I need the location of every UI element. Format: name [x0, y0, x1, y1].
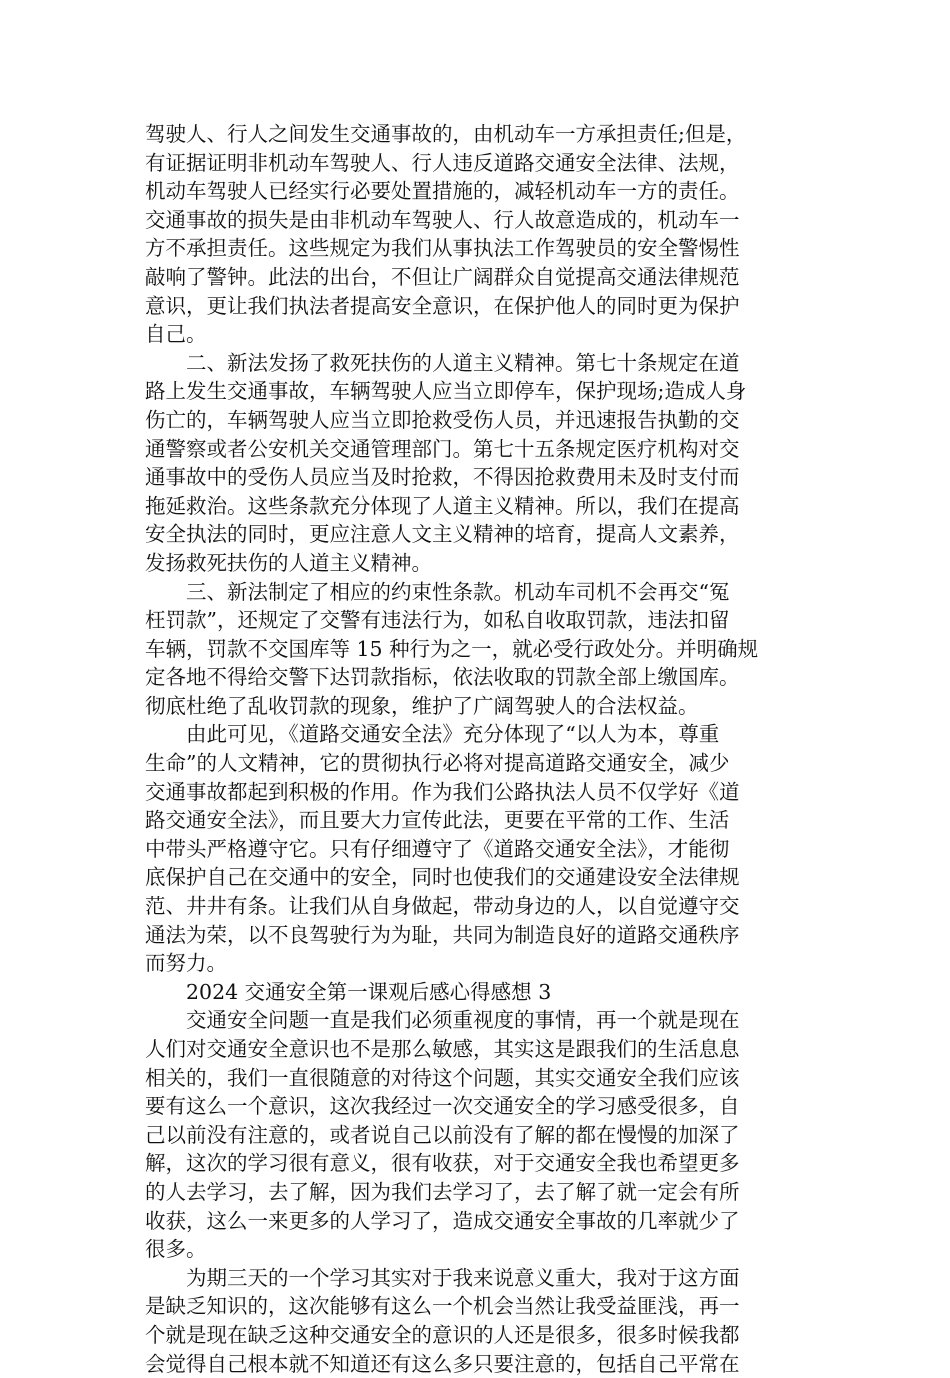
text-line: 会觉得自己根本就不知道还有这么多只要注意的，包括自己平常在 — [145, 1351, 740, 1376]
text-line: 伤亡的，车辆驾驶人应当立即抢救受伤人员，并迅速报告执勤的交 — [145, 407, 740, 432]
text-line: 人们对交通安全意识也不是那么敏感，其实这是跟我们的生活息息 — [145, 1037, 740, 1061]
text-line: 通法为荣，以不良驾驶行为为耻，共同为制造良好的道路交通秩序 — [145, 922, 740, 947]
text-line: 很多。 — [145, 1237, 207, 1262]
text-line: 交通事故的损失是由非机动车驾驶人、行人故意造成的，机动车一 — [145, 207, 740, 232]
text-line: 范、井井有条。让我们从自身做起，带动身边的人，以自觉遵守交 — [145, 894, 740, 919]
text-line: 生命”的人文精神，它的贯彻执行必将对提高道路交通安全，减少 — [145, 751, 730, 776]
section-heading: 2024 交通安全第一课观后感心得感想 3 — [145, 979, 552, 1004]
text-line: 而努力。 — [145, 951, 227, 976]
text-line: 交通安全问题一直是我们必须重视度的事情，再一个就是现在 — [145, 1008, 740, 1033]
text-line: 相关的，我们一直很随意的对待这个问题，其实交通安全我们应该 — [145, 1065, 740, 1090]
text-line: 敲响了警钟。此法的出台，不但让广阔群众自觉提高交通法律规范 — [145, 264, 740, 289]
text-line: 要有这么一个意识，这次我经过一次交通安全的学习感受很多，自 — [145, 1094, 740, 1119]
text-line: 意识，更让我们执法者提高安全意识，在保护他人的同时更为保护 — [145, 293, 740, 318]
text-line: 由此可见，《道路交通安全法》充分体现了“以人为本，尊重 — [145, 722, 720, 747]
text-line: 自己。 — [145, 322, 207, 347]
text-line: 定各地不得给交警下达罚款指标，依法收取的罚款全部上缴国库。 — [145, 665, 740, 690]
text-line: 有证据证明非机动车驾驶人、行人违反道路交通安全法律、法规， — [145, 150, 740, 175]
text-line: 拖延救治。这些条款充分体现了人道主义精神。所以，我们在提高 — [145, 493, 740, 518]
text-line: 安全执法的同时，更应注意人文主义精神的培育，提高人文素养， — [145, 522, 740, 547]
text-line: 己以前没有注意的，或者说自己以前没有了解的都在慢慢的加深了 — [145, 1122, 740, 1147]
text-line: 三、新法制定了相应的约束性条款。机动车司机不会再交“冤 — [145, 579, 730, 604]
text-line: 方不承担责任。这些规定为我们从事执法工作驾驶员的安全警惕性 — [145, 236, 740, 261]
text-line: 个就是现在缺乏这种交通安全的意识的人还是很多，很多时候我都 — [145, 1322, 740, 1347]
text-line: 二、新法发扬了救死扶伤的人道主义精神。第七十条规定在道 — [145, 350, 740, 375]
text-line: 收获，这么一来更多的人学习了，造成交通安全事故的几率就少了 — [145, 1208, 740, 1233]
text-line: 发扬救死扶伤的人道主义精神。 — [145, 550, 432, 575]
document-body — [145, 120, 805, 1378]
text-line: 路交通安全法》，而且要大力宣传此法，更要在平常的工作、生活 — [145, 808, 730, 833]
text-line: 车辆，罚款不交国库等 15 种行为之一，就必受行政处分。并明确规 — [145, 636, 759, 661]
text-line: 通警察或者公安机关交通管理部门。第七十五条规定医疗机构对交 — [145, 436, 740, 461]
text-line: 驾驶人、行人之间发生交通事故的，由机动车一方承担责任;但是， — [145, 122, 747, 146]
text-line: 解，这次的学习很有意义，很有收获，对于交通安全我也希望更多 — [145, 1151, 740, 1176]
text-line: 彻底杜绝了乱收罚款的现象，维护了广阔驾驶人的合法权益。 — [145, 693, 699, 718]
text-line: 的人去学习，去了解，因为我们去学习了，去了解了就一定会有所 — [145, 1179, 740, 1204]
text-line: 机动车驾驶人已经实行必要处置措施的，减轻机动车一方的责任。 — [145, 179, 740, 204]
text-line: 中带头严格遵守它。只有仔细遵守了《道路交通安全法》，才能彻 — [145, 836, 730, 861]
text-line: 底保护自己在交通中的安全，同时也使我们的交通建设安全法律规 — [145, 865, 740, 890]
text-line: 交通事故都起到积极的作用。作为我们公路执法人员不仅学好《道 — [145, 779, 740, 804]
text-line: 为期三天的一个学习其实对于我来说意义重大，我对于这方面 — [145, 1265, 740, 1290]
text-line: 枉罚款”，还规定了交警有违法行为，如私自收取罚款，违法扣留 — [145, 608, 730, 633]
text-line: 路上发生交通事故，车辆驾驶人应当立即停车，保护现场;造成人身 — [145, 379, 747, 404]
text-line: 是缺乏知识的，这次能够有这么一个机会当然让我受益匪浅，再一 — [145, 1294, 740, 1319]
text-line: 通事故中的受伤人员应当及时抢救，不得因抢救费用未及时支付而 — [145, 465, 740, 490]
